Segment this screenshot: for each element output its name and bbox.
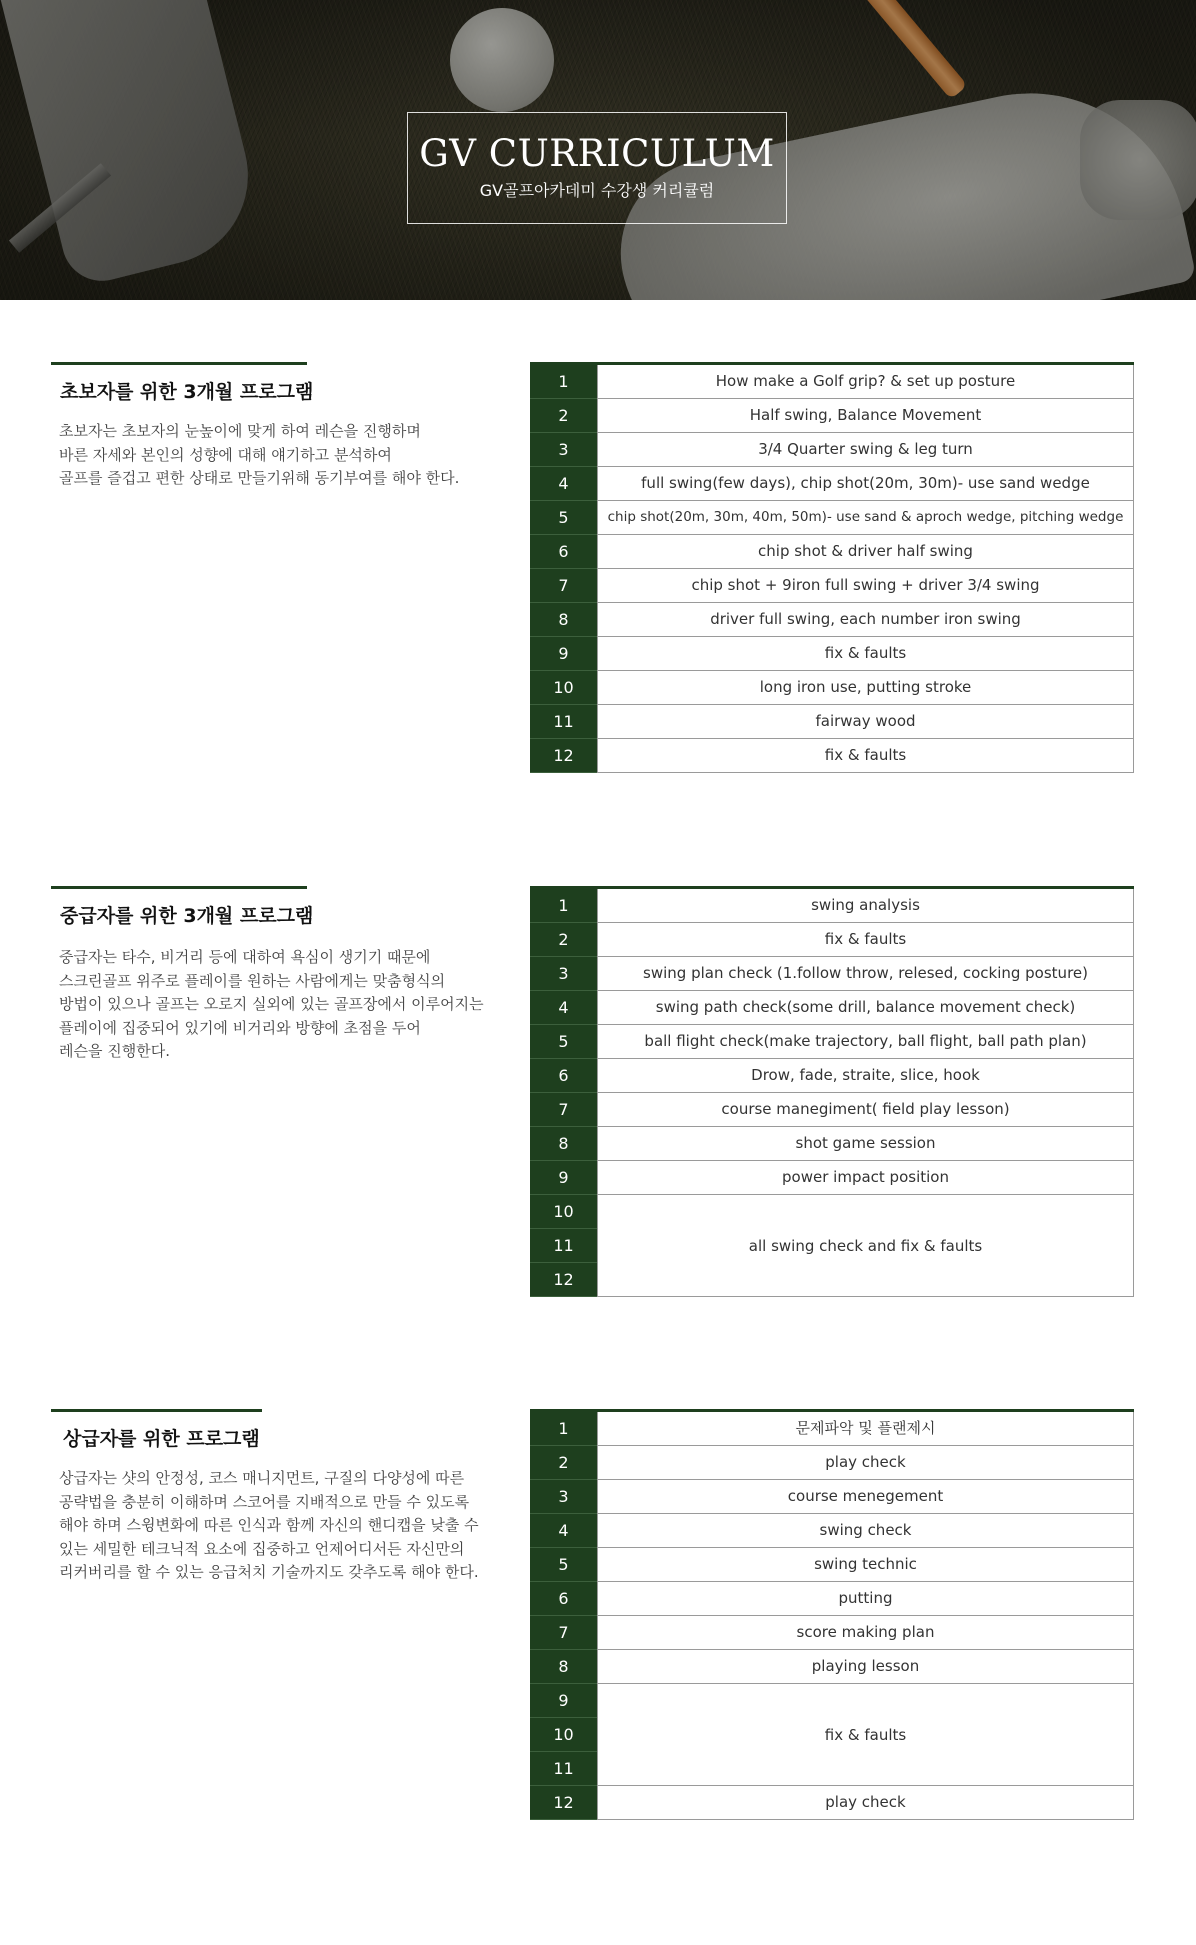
lesson-number: 5 — [530, 1548, 597, 1582]
lesson-number: 9 — [530, 637, 597, 671]
table-row — [530, 991, 1134, 1025]
table-row — [530, 1093, 1134, 1127]
table-row — [530, 569, 1134, 603]
lesson-content: ball flight check(make trajectory, ball flight, ball path plan) — [597, 1025, 1134, 1059]
section-description — [59, 420, 459, 491]
lesson-number: 10 — [530, 1195, 597, 1229]
curriculum-table — [530, 886, 1134, 1297]
page-subtitle: GV골프아카데미 수강생 커리큘럼 — [479, 181, 715, 200]
lesson-content: driver full swing, each number iron swing — [597, 603, 1134, 637]
lesson-content: Drow, fade, straite, slice, hook — [597, 1059, 1134, 1093]
table-row — [530, 739, 1134, 773]
lesson-content: swing path check(some drill, balance movement check) — [597, 991, 1134, 1025]
lesson-content: fix & faults — [597, 637, 1134, 671]
merged-lesson-content: all swing check and fix & faults — [597, 1195, 1134, 1297]
lesson-number: 7 — [530, 1093, 597, 1127]
table-row — [530, 705, 1134, 739]
lesson-number: 12 — [530, 739, 597, 773]
lesson-content: swing technic — [597, 1548, 1134, 1582]
curriculum-table — [530, 362, 1134, 773]
heading-underline-bar — [51, 1409, 262, 1412]
lesson-number: 8 — [530, 1650, 597, 1684]
table-row — [530, 1059, 1134, 1093]
description-line: 리커버리를 할 수 있는 응급처치 기술까지도 갖추도록 해야 한다. — [59, 1563, 479, 1581]
lesson-content: fairway wood — [597, 705, 1134, 739]
lesson-number: 9 — [530, 1161, 597, 1195]
section-heading-wrap — [51, 886, 314, 928]
lesson-content: chip shot + 9iron full swing + driver 3/4 swing — [597, 569, 1134, 603]
lesson-content: full swing(few days), chip shot(20m, 30m)- use sand wedge — [597, 467, 1134, 501]
table-row — [530, 467, 1134, 501]
lesson-number: 1 — [530, 889, 597, 923]
lesson-content: chip shot(20m, 30m, 40m, 50m)- use sand & aproch wedge, pitching wedge — [597, 501, 1134, 535]
section-description — [59, 946, 484, 1064]
lesson-content: fix & faults — [597, 923, 1134, 957]
lesson-content: Half swing, Balance Movement — [597, 399, 1134, 433]
description-line: 플레이에 집중되어 있기에 비거리와 방향에 초점을 두어 — [59, 1018, 421, 1037]
description-line: 중급자는 타수, 비거리 등에 대하여 욕심이 생기기 때문에 — [59, 948, 431, 966]
description-line: 바른 자세와 본인의 성향에 대해 얘기하고 분석하여 — [59, 445, 392, 464]
lesson-content: course manegiment( field play lesson) — [597, 1093, 1134, 1127]
description-line: 레슨을 진행한다. — [59, 1042, 170, 1060]
lesson-number: 4 — [530, 1514, 597, 1548]
table-row — [530, 535, 1134, 569]
table-row — [530, 399, 1134, 433]
lesson-number: 7 — [530, 569, 597, 603]
table-row — [530, 637, 1134, 671]
lesson-content: 3/4 Quarter swing & leg turn — [597, 433, 1134, 467]
lesson-number: 11 — [530, 1752, 597, 1786]
description-line: 스크린골프 위주로 플레이를 원하는 사람에게는 맞춤형식의 — [59, 971, 446, 990]
heading-underline-bar — [51, 362, 307, 365]
lesson-number: 9 — [530, 1684, 597, 1718]
page-title: GV CURRICULUM — [419, 132, 775, 175]
lesson-number: 11 — [530, 1229, 597, 1263]
description-line: 골프를 즐겁고 편한 상태로 만들기위해 동기부여를 해야 한다. — [59, 469, 460, 487]
lesson-content: putting — [597, 1582, 1134, 1616]
table-row — [530, 433, 1134, 467]
section-heading-wrap — [51, 1409, 262, 1451]
lesson-number: 5 — [530, 501, 597, 535]
lesson-content: chip shot & driver half swing — [597, 535, 1134, 569]
table-row — [530, 671, 1134, 705]
lesson-number: 2 — [530, 923, 597, 957]
table-row — [530, 1161, 1134, 1195]
lesson-content: fix & faults — [597, 739, 1134, 773]
lesson-number: 7 — [530, 1616, 597, 1650]
description-line: 방법이 있으나 골프는 오로지 실외에 있는 골프장에서 이루어지는 — [59, 995, 484, 1013]
lesson-content: power impact position — [597, 1161, 1134, 1195]
lesson-content: swing analysis — [597, 889, 1134, 923]
lesson-number: 10 — [530, 1718, 597, 1752]
lesson-content: play check — [597, 1786, 1134, 1820]
lesson-content: course menegement — [597, 1480, 1134, 1514]
lesson-number: 12 — [530, 1263, 597, 1297]
lesson-content: long iron use, putting stroke — [597, 671, 1134, 705]
table-row — [530, 1025, 1134, 1059]
table-row — [530, 1786, 1134, 1820]
table-row — [530, 1582, 1134, 1616]
lesson-number: 11 — [530, 705, 597, 739]
section-heading-wrap — [51, 362, 314, 404]
section-heading: 초보자를 위한 3개월 프로그램 — [60, 381, 314, 403]
table-row — [530, 1127, 1134, 1161]
description-line: 있는 세밀한 테크닉적 요소에 집중하고 언제어디서든 자신만의 — [59, 1539, 465, 1558]
section-heading: 중급자를 위한 3개월 프로그램 — [60, 905, 314, 927]
lesson-number: 3 — [530, 433, 597, 467]
section-heading: 상급자를 위한 프로그램 — [63, 1428, 260, 1450]
lesson-number: 3 — [530, 957, 597, 991]
hero-banner — [0, 0, 1196, 300]
lesson-number: 6 — [530, 1582, 597, 1616]
lesson-content: swing check — [597, 1514, 1134, 1548]
table-row — [530, 603, 1134, 637]
lesson-number: 12 — [530, 1786, 597, 1820]
lesson-content: How make a Golf grip? & set up posture — [597, 365, 1134, 399]
table-row — [530, 501, 1134, 535]
table-row — [530, 1514, 1134, 1548]
table-row — [530, 1480, 1134, 1514]
description-line: 공략법을 충분히 이해하며 스코어를 지배적으로 만들 수 있도록 — [59, 1492, 470, 1511]
lesson-number: 1 — [530, 365, 597, 399]
lesson-content: playing lesson — [597, 1650, 1134, 1684]
lesson-number: 3 — [530, 1480, 597, 1514]
lesson-content: swing plan check (1.follow throw, relesed, cocking posture) — [597, 957, 1134, 991]
description-line: 해야 하며 스윙변화에 따른 인식과 함께 자신의 핸디캡을 낮출 수 — [59, 1516, 479, 1534]
lesson-content: play check — [597, 1446, 1134, 1480]
description-line: 초보자는 초보자의 눈높이에 맞게 하여 레슨을 진행하며 — [59, 422, 421, 440]
description-line: 상급자는 샷의 안정성, 코스 매니지먼트, 구질의 다양성에 따른 — [59, 1469, 465, 1487]
table-row — [530, 365, 1134, 399]
lesson-number: 6 — [530, 535, 597, 569]
heading-underline-bar — [51, 886, 307, 889]
lesson-number: 1 — [530, 1412, 597, 1446]
hero-title-box — [407, 112, 787, 224]
curriculum-table — [530, 1409, 1134, 1820]
table-row — [530, 923, 1134, 957]
lesson-content: shot game session — [597, 1127, 1134, 1161]
lesson-number: 4 — [530, 467, 597, 501]
lesson-number: 2 — [530, 1446, 597, 1480]
lesson-number: 10 — [530, 671, 597, 705]
lesson-number: 6 — [530, 1059, 597, 1093]
lesson-number: 5 — [530, 1025, 597, 1059]
section-description — [59, 1467, 479, 1585]
table-row — [530, 1446, 1134, 1480]
lesson-number: 8 — [530, 603, 597, 637]
table-row — [530, 1650, 1134, 1684]
merged-lesson-content: fix & faults — [597, 1684, 1134, 1786]
lesson-content: score making plan — [597, 1616, 1134, 1650]
lesson-number: 8 — [530, 1127, 597, 1161]
lesson-number: 4 — [530, 991, 597, 1025]
table-row — [530, 957, 1134, 991]
table-row — [530, 1412, 1134, 1446]
lesson-number: 2 — [530, 399, 597, 433]
table-row — [530, 1548, 1134, 1582]
table-row — [530, 889, 1134, 923]
lesson-content: 문제파악 및 플랜제시 — [597, 1412, 1134, 1446]
table-row — [530, 1616, 1134, 1650]
